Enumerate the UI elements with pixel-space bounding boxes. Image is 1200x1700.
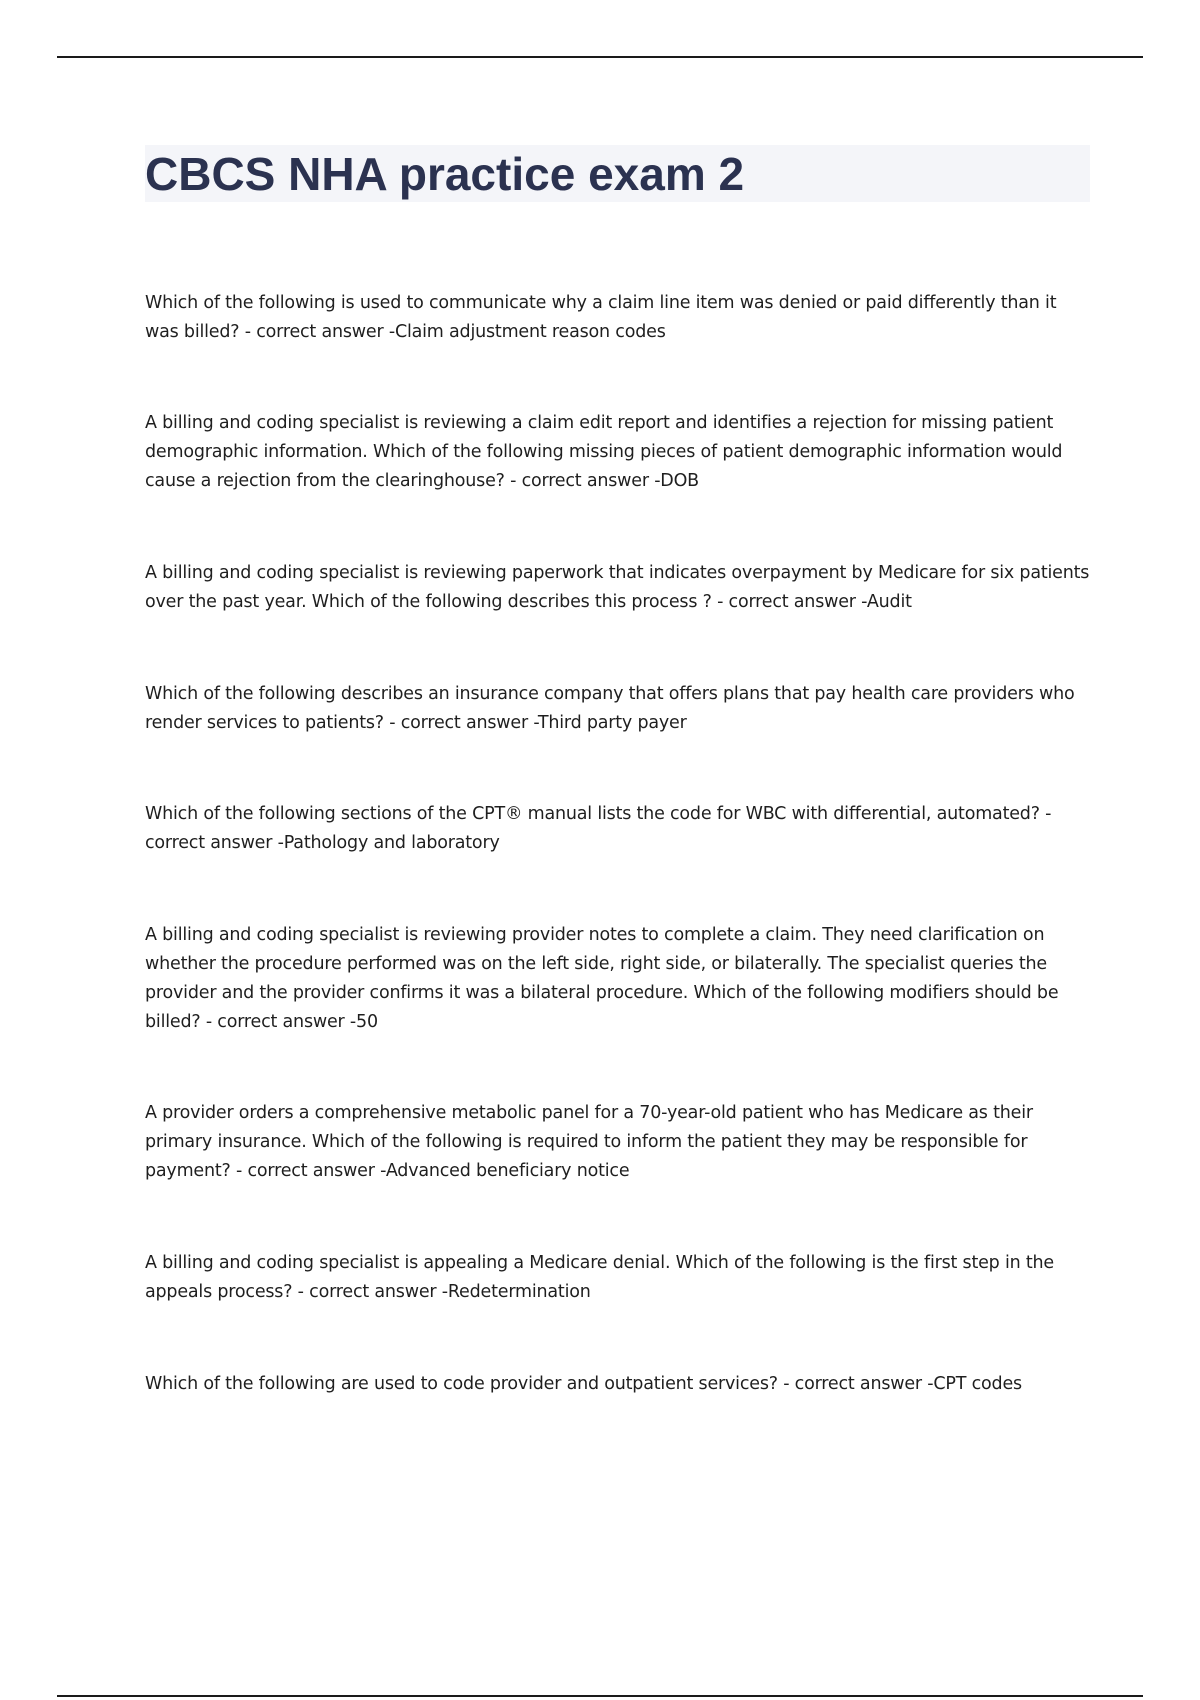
question-answer-5: Which of the following sections of the CPT® manual lists the code for WBC with differential, automated? - correct answer -Pathology and laboratory bbox=[145, 804, 1052, 853]
page-title: CBCS NHA practice exam 2 bbox=[145, 148, 745, 200]
question-answer-8: A billing and coding specialist is appealing a Medicare denial. Which of the following is the first step in the appeals process? - correct answer -Redetermination bbox=[145, 1253, 1054, 1302]
question-answer-6: A billing and coding specialist is reviewing provider notes to complete a claim. They need clarification on whether the procedure performed was on the left side, right side, or bilaterally. The specialist queries the provider and the provider confirms it was a bilateral procedure. Which of the following modifiers should be billed? - correct answer -50 bbox=[145, 925, 1059, 1032]
question-answer-7: A provider orders a comprehensive metabolic panel for a 70-year-old patient who has Medicare as their primary insurance. Which of the following is required to inform the patient they may be responsible for payment? - correct answer -Advanced beneficiary notice bbox=[145, 1103, 1033, 1181]
question-answer-4: Which of the following describes an insurance company that offers plans that pay health care providers who render services to patients? - correct answer -Third party payer bbox=[145, 684, 1075, 733]
bottom-divider bbox=[57, 1695, 1143, 1697]
question-answer-1: Which of the following is used to communicate why a claim line item was denied or paid differently than it was billed? - correct answer -Claim adjustment reason codes bbox=[145, 293, 1057, 342]
top-divider bbox=[57, 56, 1143, 58]
question-answer-3: A billing and coding specialist is reviewing paperwork that indicates overpayment by Medicare for six patients over the past year. Which of the following describes this process ? - correct answer -Audit bbox=[145, 563, 1090, 612]
question-answer-9: Which of the following are used to code provider and outpatient services? - correct answer -CPT codes bbox=[145, 1374, 1022, 1394]
question-answer-2: A billing and coding specialist is reviewing a claim edit report and identifies a rejection for missing patient demographic information. Which of the following missing pieces of patient demographic information would cause a rejection from the clearinghouse? - correct answer -DOB bbox=[145, 413, 1063, 491]
